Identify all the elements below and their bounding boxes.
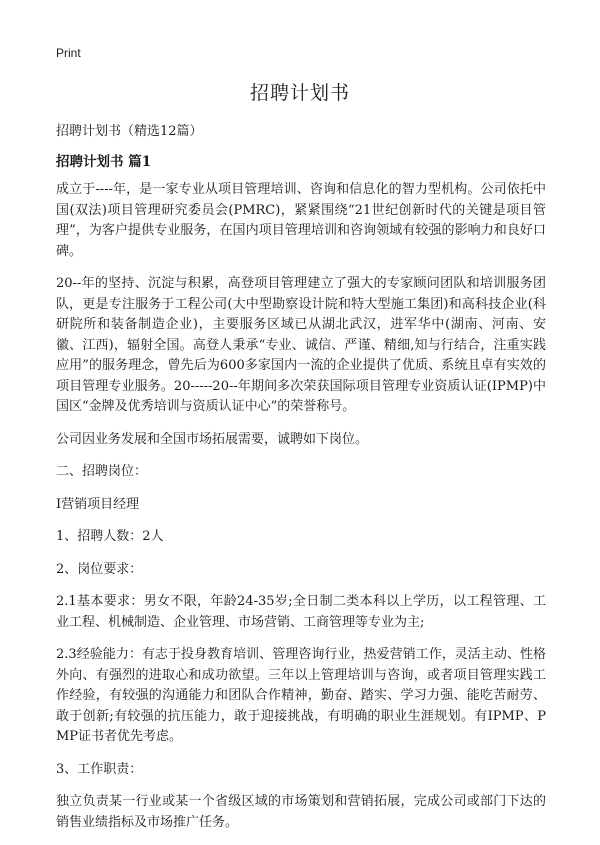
paragraph-positions-heading: 二、招聘岗位： — [56, 464, 148, 479]
document-body — [56, 180, 546, 845]
paragraph-basic-requirements: 2.1基本要求：男女不限，年龄24-35岁;全日制二类本科以上学历，以工程管理、工业工程、机械制造、企业管理、市场营销、工商管理等专业为主; — [56, 594, 546, 630]
paragraph-requirements-heading: 2、岗位要求： — [56, 561, 143, 577]
section-heading: 招聘计划书 篇1 — [56, 154, 152, 170]
print-link[interactable]: Print — [56, 46, 81, 60]
paragraph-duties: 独立负责某一行业或某一个省级区域的市场策划和营销拓展，完成公司或部门下达的销售业绩指标及市场推广任务。 — [56, 794, 546, 830]
paragraph-company-intro: 成立于----年，是一家专业从项目管理培训、咨询和信息化的智力型机构。公司依托中国(双法)项目管理研究委员会(PMRC)，紧紧围绕“21世纪创新时代的关键是项目管理”，为客户提供专业服务，在国内项目管理培训和咨询领域有较强的影响力和良好口碑。 — [56, 182, 546, 259]
page-title: 招聘计划书 — [249, 82, 350, 104]
paragraph-hiring-intro: 公司因业务发展和全国市场拓展需要，诚聘如下岗位。 — [56, 431, 369, 447]
paragraph-headcount: 1、招聘人数：2人 — [56, 529, 164, 544]
paragraph-experience: 2.3经验能力：有志于投身教育培训、管理咨询行业，热爱营销工作，灵活主动、性格外向、有强烈的进取心和成功欲望。三年以上管理培训与咨询，或者项目管理实践工作经验，有较强的沟通能力和团队合作精神，勤奋、踏实、学习力强、能吃苦耐劳、敢于创新;有较强的抗压能力，敢于迎接挑战，有明确的职业生涯规划。有IPMP、PMP证书者优先考虑。 — [56, 647, 546, 744]
paragraph-duties-heading: 3、工作职责： — [56, 761, 143, 777]
document-subtitle: 招聘计划书（精选12篇） — [56, 124, 203, 139]
paragraph-company-history: 20--年的坚持、沉淀与积累，高登项目管理建立了强大的专家顾问团队和培训服务团队，更是专注服务于工程公司(大中型勘察设计院和特大型施工集团)和高科技企业(科研院所和装备制造企业)，主要服务区域已从湖北武汉，进军华中(湖南、河南、安徽、江西)，辐射全国。高登人秉承“专业、诚信、严谨、精细,知与行结合，注重实践应用”的服务理念，曾先后为600多家国内一流的企业提供了优质、系统且卓有实效的项目管理专业服务。20-----20--年期间多次荣获国际项目管理专业资质认证(IPMP)中国区“金牌及优秀培训与资质认证中心”的荣誉称号。 — [56, 276, 546, 414]
paragraph-position-title: I营销项目经理 — [56, 496, 140, 512]
